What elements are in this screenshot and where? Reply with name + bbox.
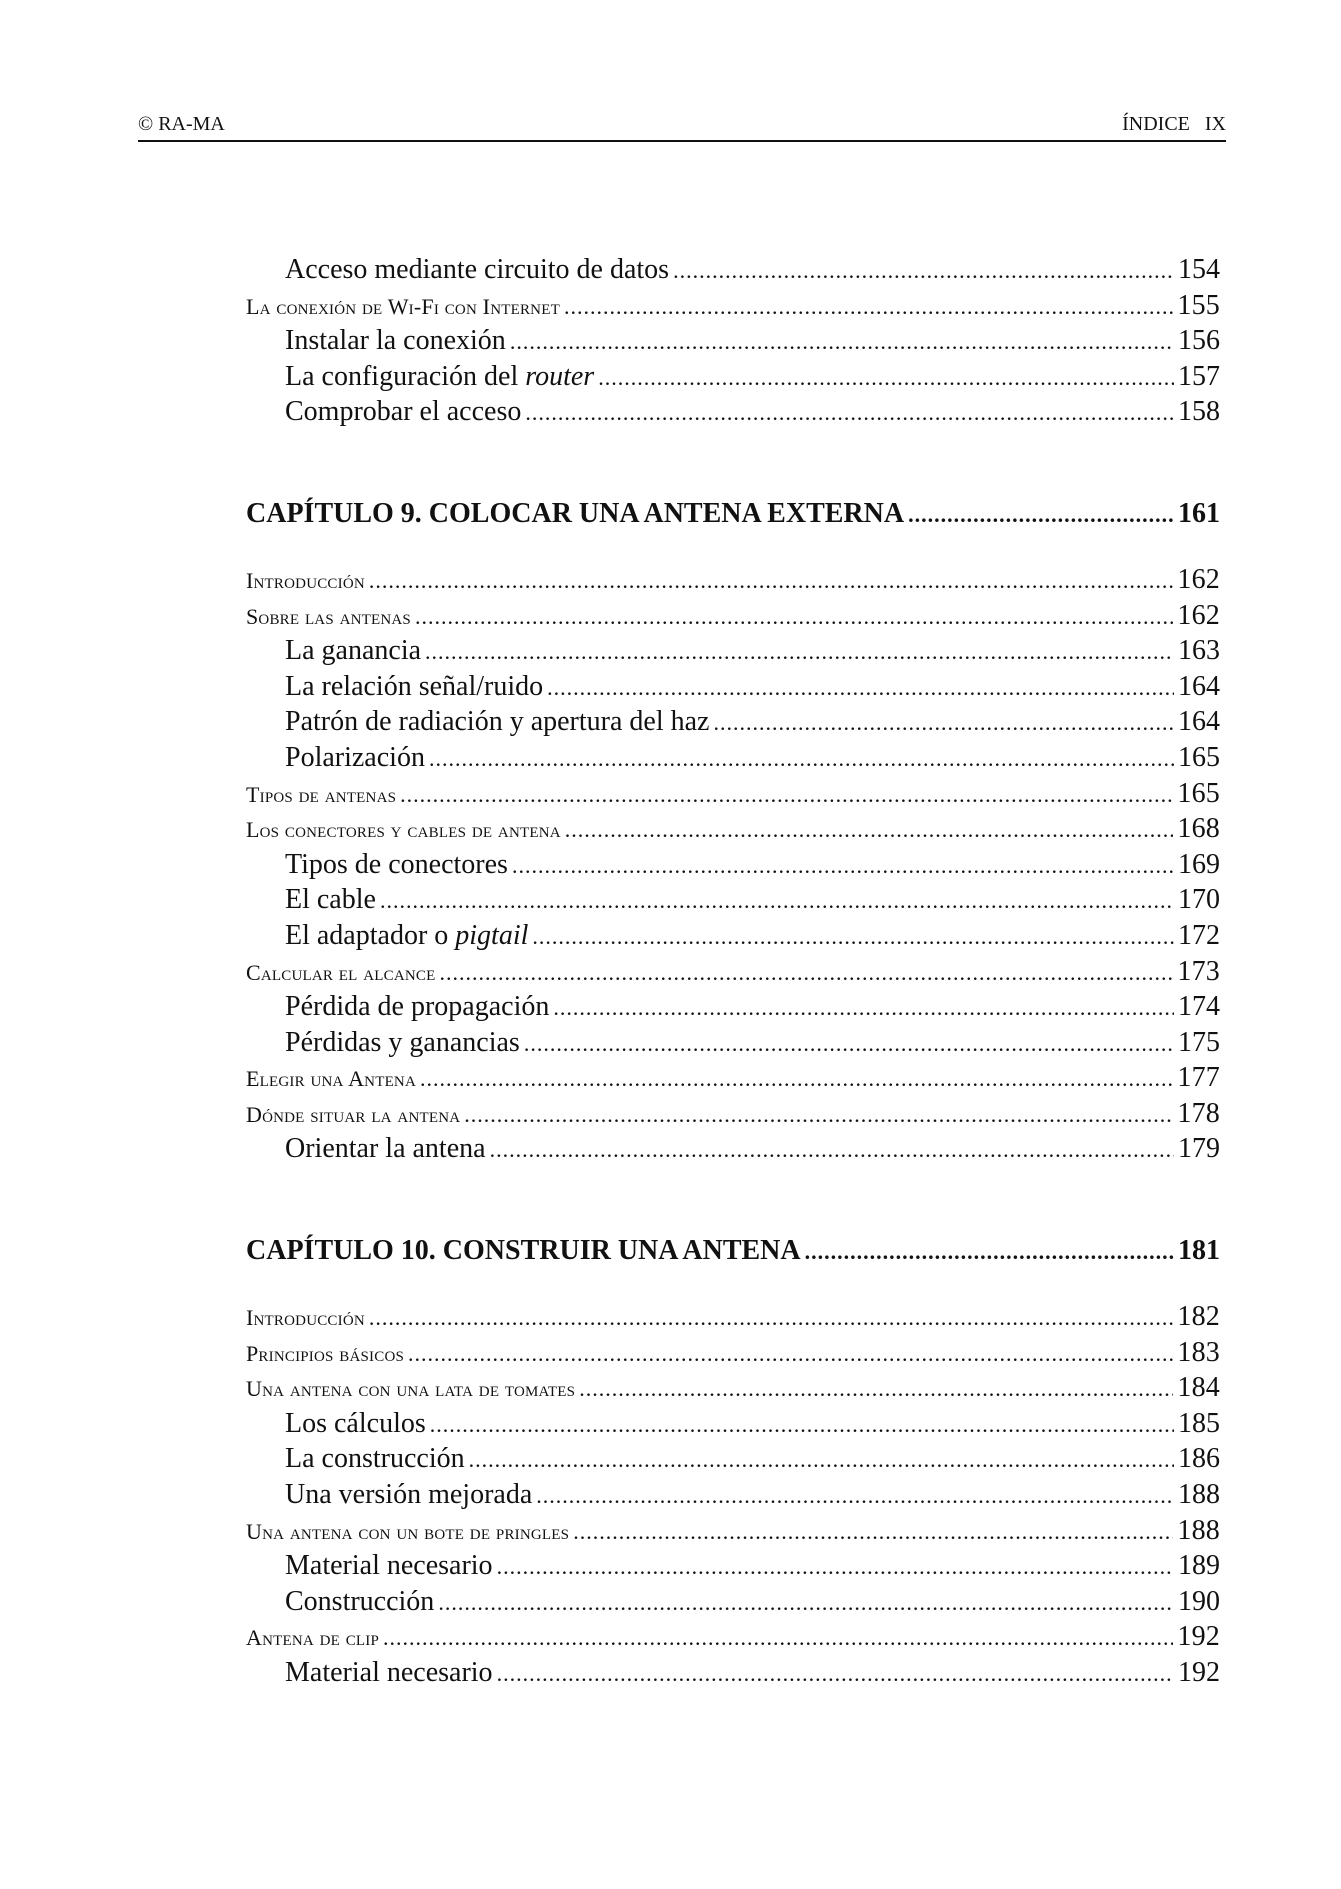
toc-entry[interactable] [246, 394, 1220, 430]
toc-entry-label: Material necesario [285, 1550, 493, 1582]
toc-entry[interactable] [246, 1584, 1220, 1620]
dot-leader [469, 1442, 1174, 1478]
chapter-page: 161 [1178, 497, 1220, 529]
toc-entry-label: Patrón de radiación y apertura del haz [285, 706, 710, 738]
toc-entry[interactable] [246, 1096, 1220, 1132]
dot-leader [497, 1656, 1174, 1692]
toc-entry-page: 155 [1177, 289, 1220, 321]
toc-entry-label: Antena de clip [246, 1625, 380, 1651]
toc-entry-label: La conexión de Wi-Fi con Internet [246, 293, 560, 319]
toc-entry-page: 175 [1178, 1026, 1220, 1058]
toc-entry[interactable] [246, 252, 1220, 288]
toc-entry[interactable] [246, 1513, 1220, 1549]
dot-leader [573, 1514, 1173, 1550]
toc-entry[interactable] [246, 954, 1220, 990]
toc-entry-page: 169 [1178, 848, 1220, 880]
toc-entry-page: 158 [1178, 396, 1220, 428]
dot-leader [369, 1300, 1173, 1336]
dot-leader [536, 1478, 1174, 1514]
toc-entry[interactable] [246, 598, 1220, 634]
chapter-page: 181 [1178, 1235, 1220, 1267]
toc-entry-label: Polarización [285, 741, 425, 773]
toc-entry[interactable] [246, 323, 1220, 359]
toc-entry-label-text: El adaptador o [285, 919, 456, 951]
toc-entry-label: Una antena con una lata de tomates [246, 1376, 576, 1402]
toc-entry-page: 184 [1177, 1372, 1220, 1404]
toc-entry-page: 170 [1178, 884, 1220, 916]
dot-leader [420, 1061, 1173, 1097]
toc-entry-page: 178 [1177, 1097, 1220, 1129]
toc-entry-label: Pérdida de propagación [285, 991, 550, 1023]
toc-entry-page: 162 [1177, 599, 1220, 631]
toc-entry[interactable] [246, 1370, 1220, 1406]
toc-entry-label: Sobre las antenas [246, 603, 411, 629]
toc-entry-label: Introducción [246, 1305, 365, 1331]
toc-entry[interactable] [246, 1619, 1220, 1655]
dot-leader [510, 324, 1174, 360]
toc-entry[interactable] [246, 1335, 1220, 1371]
toc-entry-label: Comprobar el acceso [285, 396, 522, 428]
toc-entry[interactable] [246, 1131, 1220, 1167]
dot-leader [430, 1407, 1174, 1443]
toc-entry[interactable] [246, 633, 1220, 669]
publisher-mark: © RA-MA [138, 113, 225, 135]
toc-entry[interactable] [246, 1299, 1220, 1335]
toc-entry-page: 165 [1177, 777, 1220, 809]
toc-entry-label [285, 918, 528, 954]
toc-entry[interactable] [246, 1548, 1220, 1584]
toc-entry[interactable] [246, 882, 1220, 918]
toc-entry[interactable] [246, 847, 1220, 883]
dot-leader [579, 1371, 1173, 1407]
toc-entry-page: 157 [1178, 360, 1220, 392]
toc-entry-label: Material necesario [285, 1657, 493, 1688]
dot-leader [805, 1230, 1174, 1274]
spacer [246, 536, 1220, 562]
toc-entry-label: Orientar la antena [285, 1133, 486, 1165]
chapter-title: CAPÍTULO 9. COLOCAR UNA ANTENA EXTERNA [246, 497, 905, 529]
toc-entry-page: 174 [1178, 991, 1220, 1023]
toc-entry-label: Calcular el alcance [246, 959, 436, 985]
section-and-page: ÍNDICE IX [1122, 113, 1226, 135]
toc-entry[interactable] [246, 1406, 1220, 1442]
toc-entry-label: Los conectores y cables de antena [246, 817, 561, 843]
toc-entry-label: Tipos de conectores [285, 848, 508, 880]
toc-entry-label: Pérdidas y ganancias [285, 1026, 520, 1058]
dot-leader [564, 289, 1173, 325]
dot-leader [547, 670, 1174, 706]
toc-entry[interactable] [246, 1060, 1220, 1096]
dot-leader [439, 955, 1173, 991]
dot-leader [429, 741, 1174, 777]
dot-leader [369, 563, 1173, 599]
toc-entry-page: 189 [1178, 1550, 1220, 1582]
spacer [246, 430, 1220, 492]
toc-entry-label-text: La configuración del [285, 360, 526, 392]
dot-leader [415, 599, 1173, 635]
toc-entry-label: Tipos de antenas [246, 781, 397, 807]
toc-entry-page: 154 [1178, 254, 1220, 285]
dot-leader [400, 777, 1173, 813]
toc-entry-page: 192 [1178, 1657, 1220, 1688]
toc-entry-page: 188 [1177, 1514, 1220, 1546]
toc-entry-page: 182 [1177, 1301, 1220, 1333]
dot-leader [512, 848, 1174, 884]
toc-entry-page: 164 [1178, 670, 1220, 702]
toc-entry-label: Los cálculos [285, 1407, 426, 1439]
toc-entry-page: 190 [1178, 1585, 1220, 1617]
dot-leader [383, 1620, 1173, 1656]
spacer [246, 1273, 1220, 1299]
toc-entry-page: 164 [1178, 706, 1220, 738]
toc-entry[interactable] [246, 776, 1220, 812]
toc-entry-page: 168 [1177, 813, 1220, 845]
chapter-heading[interactable] [246, 492, 1220, 536]
toc-entry[interactable] [246, 740, 1220, 776]
toc-entry-page: 165 [1178, 741, 1220, 773]
dot-leader [490, 1132, 1174, 1168]
toc-entry-page: 183 [1177, 1336, 1220, 1368]
toc-entry-label: Una antena con un bote de pringles [246, 1518, 570, 1544]
toc-entry-label: Una versión mejorada [285, 1479, 533, 1511]
toc-entry-label: La ganancia [285, 635, 422, 667]
dot-leader [713, 705, 1174, 741]
toc-entry[interactable] [246, 811, 1220, 847]
toc-entry-label-italic: router [525, 360, 595, 392]
toc-entry-page: 177 [1177, 1062, 1220, 1094]
dot-leader [464, 1097, 1173, 1133]
toc-entry-label: Elegir una Antena [246, 1066, 416, 1092]
toc-entry-label: Introducción [246, 567, 365, 593]
toc-entry-page: 172 [1178, 919, 1220, 951]
toc-entry-page: 156 [1178, 325, 1220, 357]
dot-leader [532, 919, 1174, 955]
toc-entry[interactable] [246, 704, 1220, 740]
toc-entry-page: 179 [1178, 1133, 1220, 1165]
toc-entry-page: 185 [1178, 1407, 1220, 1439]
toc-entry-page: 188 [1178, 1479, 1220, 1511]
toc-entry[interactable] [246, 562, 1220, 598]
spacer [246, 1167, 1220, 1229]
chapter-title: CAPÍTULO 10. CONSTRUIR UNA ANTENA [246, 1235, 801, 1267]
dot-leader [553, 990, 1174, 1026]
dot-leader [524, 1026, 1174, 1062]
toc-entry[interactable] [246, 359, 1220, 395]
toc-entry[interactable] [246, 288, 1220, 324]
toc-entry[interactable] [246, 918, 1220, 954]
toc-entry-label: Construcción [285, 1585, 435, 1617]
dot-leader [438, 1585, 1174, 1621]
toc-entry[interactable] [246, 1025, 1220, 1061]
toc-entry-label: La construcción [285, 1443, 465, 1475]
dot-leader [908, 493, 1174, 537]
chapter-entries [246, 1299, 1220, 1691]
toc-entry-label: La relación señal/ruido [285, 670, 544, 702]
dot-leader [425, 634, 1174, 670]
toc-entry-label: Instalar la conexión [285, 325, 506, 357]
toc-entry-page: 163 [1178, 635, 1220, 667]
toc-entry-page: 162 [1177, 563, 1220, 595]
toc-entry-label: El cable [285, 884, 376, 916]
toc-entry[interactable] [246, 1655, 1220, 1691]
toc-entry[interactable] [246, 989, 1220, 1025]
table-of-contents [246, 252, 1220, 1691]
toc-entry-label-italic: pigtail [455, 919, 529, 951]
dot-leader [565, 812, 1174, 848]
toc-entry[interactable] [246, 1441, 1220, 1477]
chapter-entries [246, 562, 1220, 1167]
toc-entry-label [285, 359, 594, 395]
toc-entry-label: Principios básicos [246, 1340, 405, 1366]
dot-leader [380, 883, 1174, 919]
toc-entry[interactable] [246, 669, 1220, 705]
toc-entry-page: 192 [1177, 1621, 1220, 1653]
dot-leader [673, 253, 1174, 289]
toc-entry-page: 173 [1177, 955, 1220, 987]
toc-entry[interactable] [246, 1477, 1220, 1513]
chapter-heading[interactable] [246, 1229, 1220, 1273]
toc-entry-page: 186 [1178, 1443, 1220, 1475]
dot-leader [598, 360, 1174, 396]
dot-leader [497, 1549, 1174, 1585]
toc-entry-label: Dónde situar la antena [246, 1101, 461, 1127]
dot-leader [408, 1336, 1173, 1372]
running-header [138, 108, 1226, 142]
dot-leader [525, 395, 1174, 431]
toc-entry-label: Acceso mediante circuito de datos [285, 254, 670, 285]
